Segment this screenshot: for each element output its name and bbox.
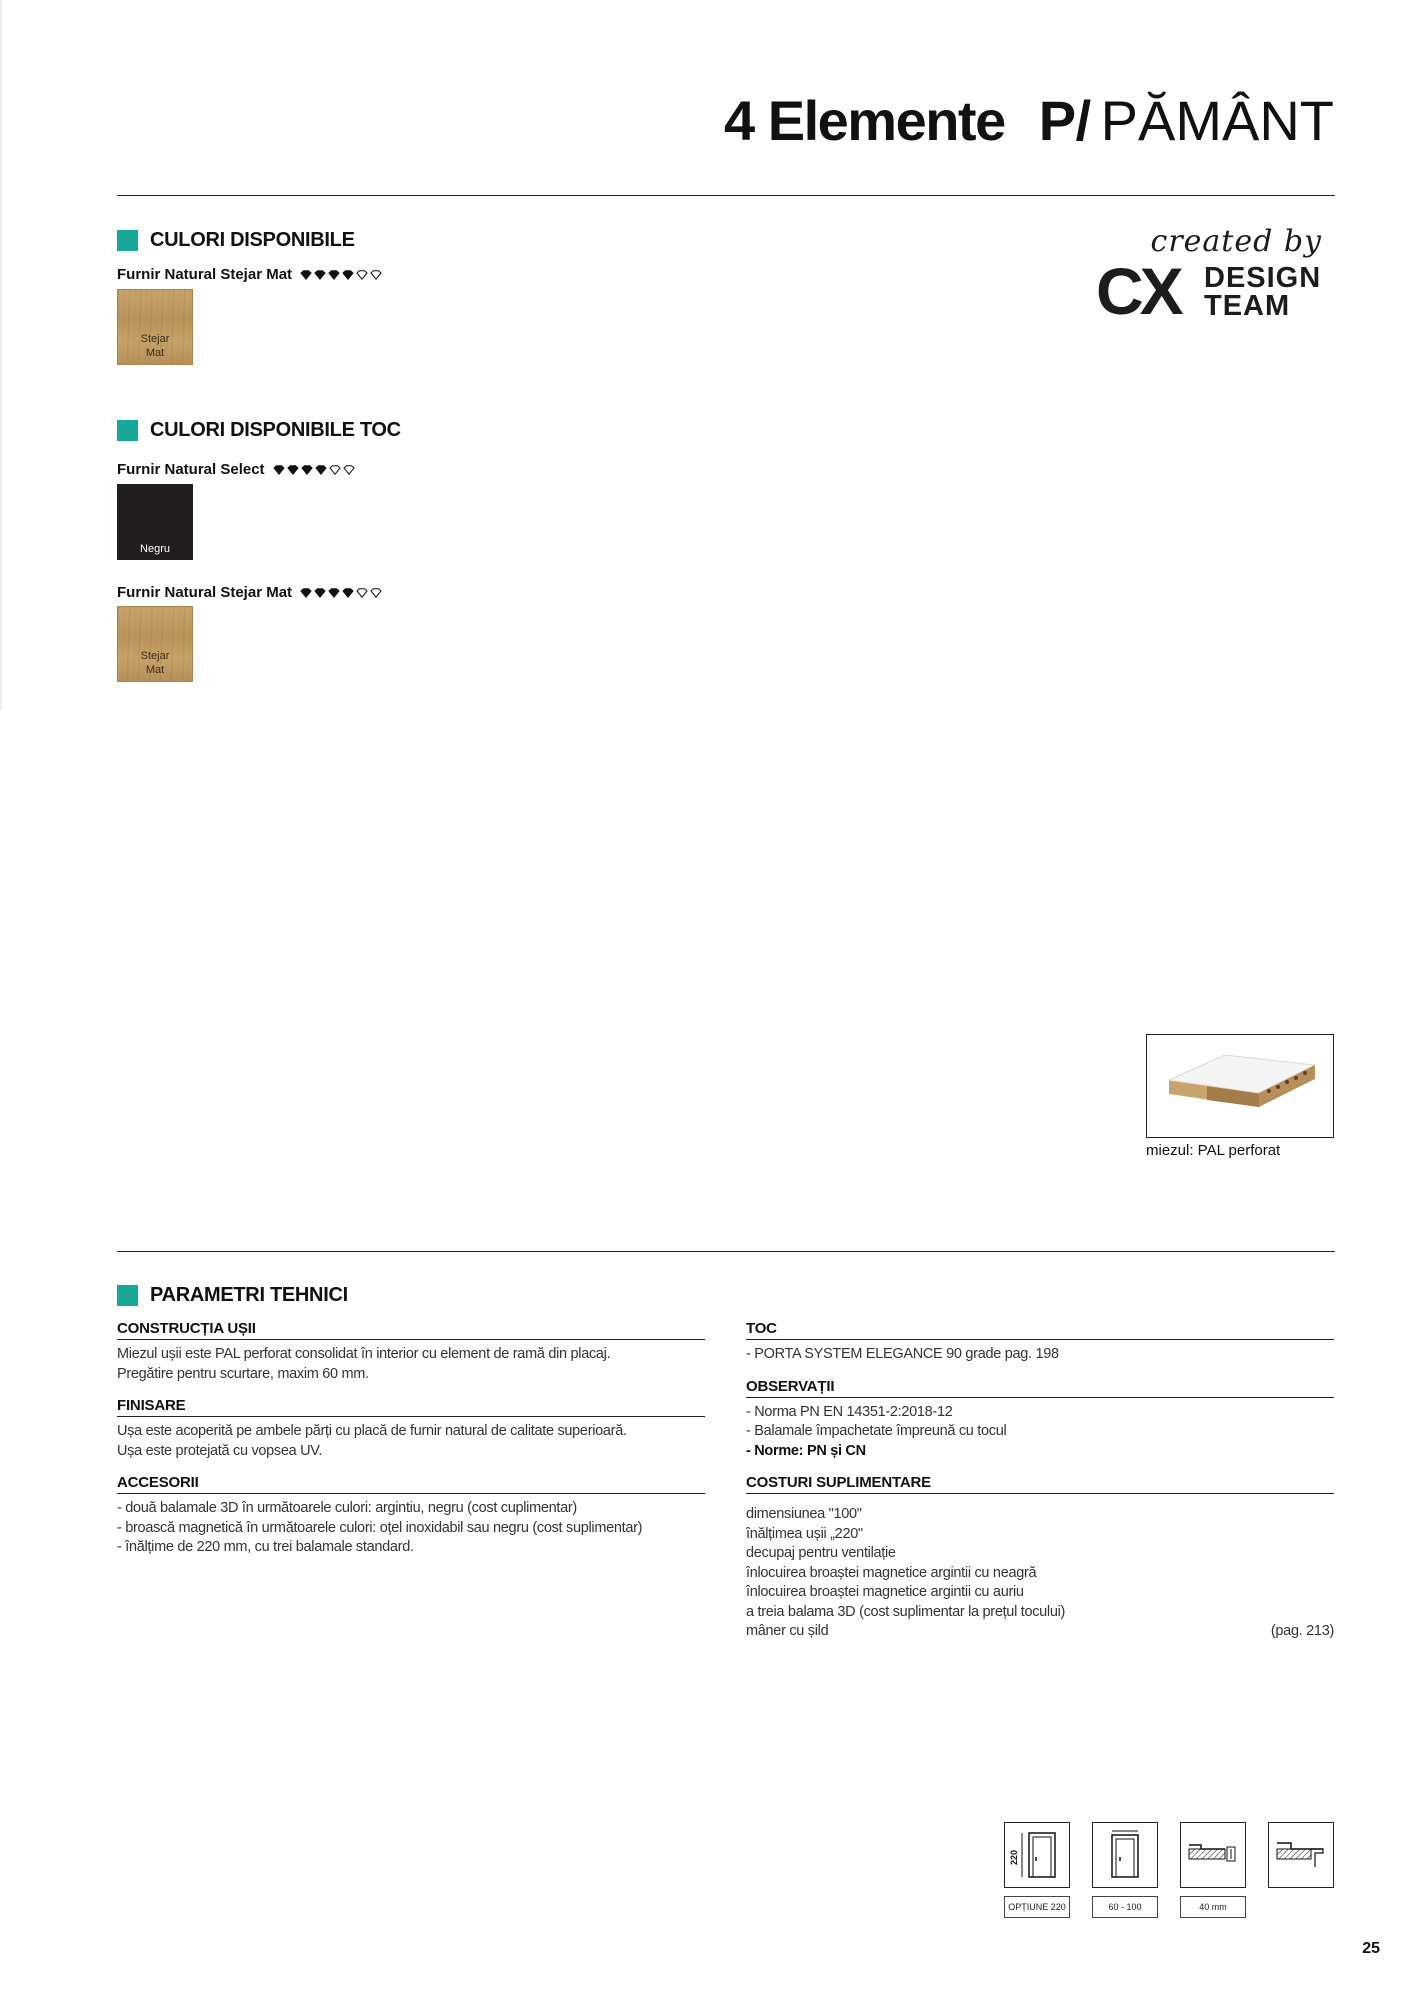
thickness-label: 40 mm bbox=[1180, 1896, 1246, 1918]
observations-heading: OBSERVAȚII bbox=[746, 1378, 1334, 1398]
finish-label: Furnir Natural Stejar Mat bbox=[117, 266, 293, 283]
filled-diamond-icon bbox=[300, 588, 312, 598]
model-prefix: P/ bbox=[1038, 89, 1091, 152]
width-range-label: 60 - 100 bbox=[1092, 1896, 1158, 1918]
swatch-label: Stejar Mat bbox=[140, 650, 170, 676]
params-section-title: PARAMETRI TEHNICI bbox=[150, 1284, 348, 1306]
colors-section-title: CULORI DISPONIBILE bbox=[150, 229, 355, 251]
extra-cost-line: a treia balama 3D (cost suplimentar la prețul tocului) bbox=[746, 1603, 1066, 1620]
series-name: 4 Elemente bbox=[724, 89, 1005, 152]
extra-cost-line: dimensiunea "100" bbox=[746, 1506, 862, 1522]
params-section-heading bbox=[117, 1284, 348, 1307]
logo-script-text: created by bbox=[1150, 224, 1322, 259]
page-reference[interactable]: (pag. 213) bbox=[1270, 1623, 1334, 1639]
page-number: 25 bbox=[1362, 1940, 1380, 1957]
params-divider bbox=[117, 1251, 1335, 1252]
empty-diamond-icon bbox=[356, 270, 368, 280]
frame-heading: TOC bbox=[746, 1320, 1334, 1340]
frame-finish-label: Furnir Natural Select bbox=[117, 461, 265, 478]
extra-cost-line: înlocuirea broaștei magnetice argintii cu neagră bbox=[746, 1564, 1037, 1581]
header-divider bbox=[117, 195, 1335, 196]
accessories-block bbox=[117, 1474, 705, 1558]
model-title bbox=[1039, 88, 1334, 153]
finish-block bbox=[117, 1397, 705, 1461]
extra-cost-line: înlocuirea broaștei magnetice argintii cu auriu bbox=[746, 1584, 1024, 1600]
filled-diamond-icon bbox=[287, 465, 299, 475]
door-core-illustration bbox=[1147, 1035, 1332, 1136]
observations-line: - Balamale împachetate împreună cu tocul bbox=[746, 1423, 1007, 1439]
logo-design-team bbox=[1204, 264, 1321, 320]
filled-diamond-icon bbox=[301, 465, 313, 475]
quality-rating bbox=[300, 588, 382, 598]
frame-colors-section-heading bbox=[117, 419, 401, 442]
page-edge-line bbox=[0, 0, 2, 710]
filled-diamond-icon bbox=[315, 465, 327, 475]
filled-diamond-icon bbox=[300, 270, 312, 280]
finish-line: Ușa este protejată cu vopsea UV. bbox=[117, 1442, 323, 1459]
frame-finish-row bbox=[117, 461, 355, 478]
extra-costs-heading: COSTURI SUPLIMENTARE bbox=[746, 1474, 1334, 1494]
empty-diamond-icon bbox=[343, 465, 355, 475]
swatch-negru[interactable] bbox=[117, 484, 193, 560]
filled-diamond-icon bbox=[314, 270, 326, 280]
finish-line: Ușa este acoperită pe ambele părți cu placă de furnir natural de calitate superioară. bbox=[117, 1423, 627, 1439]
section-marker-icon bbox=[117, 230, 138, 251]
params-right-column bbox=[746, 1320, 1334, 1655]
frame-finish-row bbox=[117, 584, 382, 601]
swatch-label: Stejar Mat bbox=[140, 333, 170, 359]
filled-diamond-icon bbox=[328, 588, 340, 598]
construction-line: Miezul ușii este PAL perforat consolidat în interior cu element de ramă din placaj. bbox=[117, 1346, 611, 1362]
observations-line: - Norma PN EN 14351-2:2018-12 bbox=[746, 1403, 953, 1420]
core-caption: miezul: PAL perforat bbox=[1146, 1142, 1281, 1159]
finish-row bbox=[117, 266, 382, 283]
door-height-icon bbox=[1004, 1822, 1070, 1888]
empty-diamond-icon bbox=[356, 588, 368, 598]
filled-diamond-icon bbox=[342, 270, 354, 280]
colors-section-heading bbox=[117, 229, 355, 252]
logo-line-2: TEAM bbox=[1204, 290, 1291, 322]
icon-inner-text: 220 bbox=[1009, 1849, 1019, 1865]
filled-diamond-icon bbox=[314, 588, 326, 598]
cx-design-team-logo bbox=[1096, 224, 1336, 328]
accessories-heading: ACCESORII bbox=[117, 1474, 705, 1494]
quality-rating bbox=[273, 465, 355, 475]
observations-block bbox=[746, 1378, 1334, 1462]
params-left-column bbox=[117, 1320, 705, 1571]
frame-profile-icon bbox=[1268, 1822, 1334, 1888]
section-marker-icon bbox=[117, 1285, 138, 1306]
quality-rating bbox=[300, 270, 382, 280]
filled-diamond-icon bbox=[273, 465, 285, 475]
construction-block bbox=[117, 1320, 705, 1384]
construction-heading: CONSTRUCȚIA UȘII bbox=[117, 1320, 705, 1340]
observations-bold-line: - Norme: PN și CN bbox=[746, 1442, 866, 1459]
finish-heading: FINISARE bbox=[117, 1397, 705, 1417]
accessories-line: - broască magnetică în următoarele culori: oțel inoxidabil sau negru (cost suplimentar) bbox=[117, 1519, 643, 1536]
extra-cost-line: înălțimea ușii „220" bbox=[746, 1525, 863, 1542]
height-option-label: OPȚIUNE 220 bbox=[1004, 1896, 1070, 1918]
extra-costs-block bbox=[746, 1474, 1334, 1642]
door-width-icon bbox=[1092, 1822, 1158, 1888]
model-name: PĂMÂNT bbox=[1100, 89, 1334, 152]
accessories-line: - două balamale 3D în următoarele culori: argintiu, negru (cost cuplimentar) bbox=[117, 1500, 577, 1516]
door-thickness-icon bbox=[1180, 1822, 1246, 1888]
frame-block bbox=[746, 1320, 1334, 1365]
extra-cost-last-line bbox=[746, 1622, 1334, 1642]
extra-cost-line: decupaj pentru ventilație bbox=[746, 1545, 896, 1561]
empty-diamond-icon bbox=[370, 588, 382, 598]
frame-line: - PORTA SYSTEM ELEGANCE 90 grade pag. 198 bbox=[746, 1346, 1059, 1362]
swatch-label: Negru bbox=[140, 543, 170, 555]
empty-diamond-icon bbox=[370, 270, 382, 280]
swatch-stejar-mat[interactable] bbox=[117, 289, 193, 365]
filled-diamond-icon bbox=[342, 588, 354, 598]
construction-line: Pregătire pentru scurtare, maxim 60 mm. bbox=[117, 1365, 369, 1382]
filled-diamond-icon bbox=[328, 270, 340, 280]
section-marker-icon bbox=[117, 420, 138, 441]
swatch-stejar-mat-frame[interactable] bbox=[117, 606, 193, 682]
core-image bbox=[1146, 1034, 1334, 1138]
extra-cost-line: mâner cu șild bbox=[746, 1623, 829, 1639]
accessories-line: - înălțime de 220 mm, cu trei balamale standard. bbox=[117, 1539, 414, 1555]
frame-colors-section-title: CULORI DISPONIBILE TOC bbox=[150, 419, 401, 441]
frame-finish-label: Furnir Natural Stejar Mat bbox=[117, 584, 293, 601]
empty-diamond-icon bbox=[329, 465, 341, 475]
logo-line-1: DESIGN bbox=[1204, 262, 1322, 294]
logo-cx: CX bbox=[1096, 254, 1180, 328]
page-title bbox=[724, 88, 1334, 153]
